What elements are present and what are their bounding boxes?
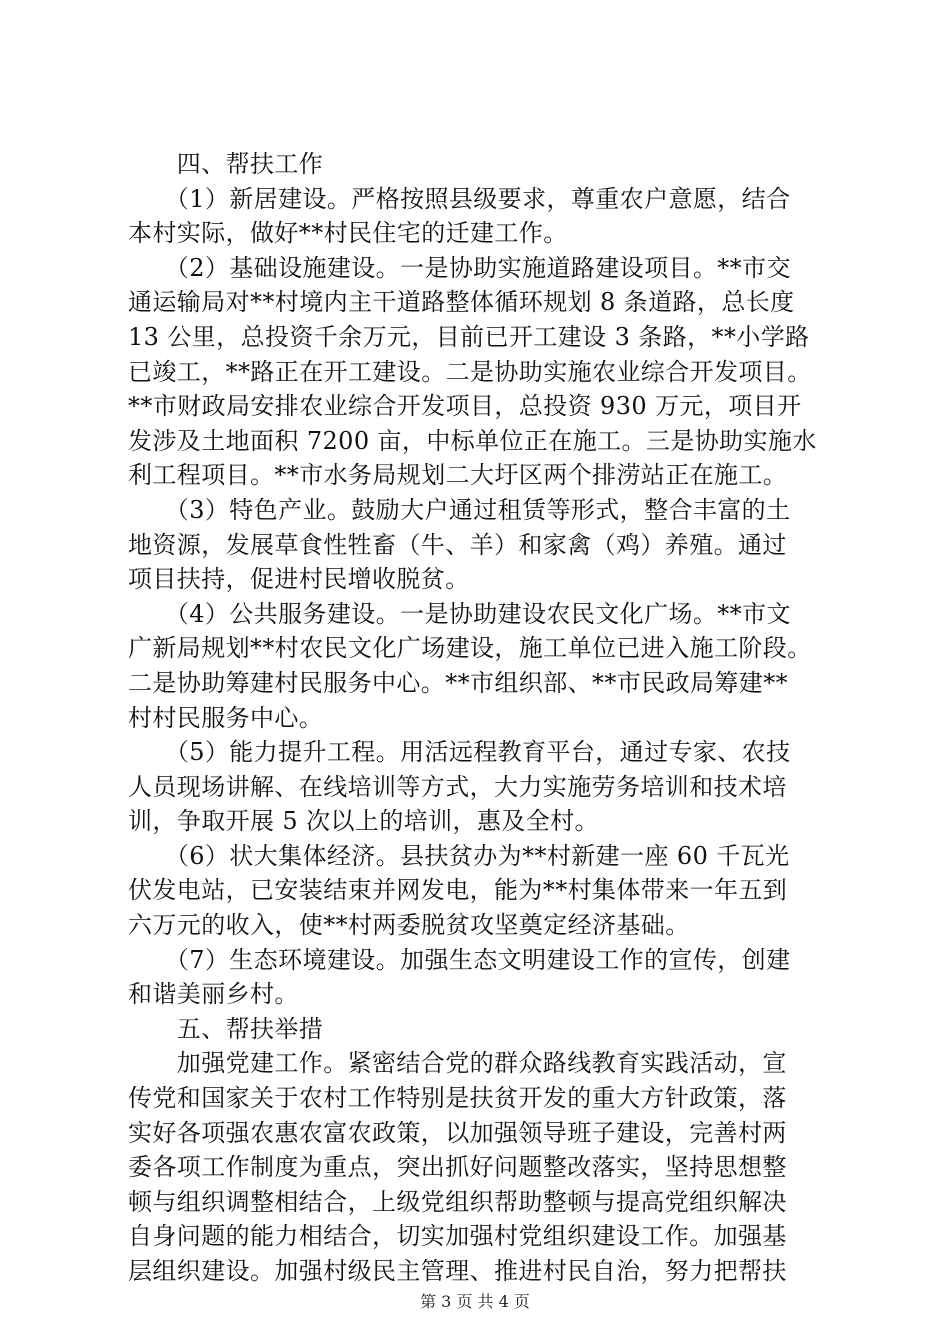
paragraph-line: 加强党建工作。紧密结合党的群众路线教育实践活动，宣	[128, 1049, 787, 1078]
section-heading: 四、帮扶工作	[128, 150, 324, 178]
paragraph-line: 村村民服务中心。	[128, 703, 324, 732]
section-heading: 五、帮扶举措	[128, 1014, 324, 1043]
paragraph-line: 委各项工作制度为重点，突出抓好问题整改落实，坚持思想整	[128, 1153, 787, 1182]
paragraph-line: 13 公里，总投资千余万元，目前已开工建设 3 条路，**小学路	[128, 322, 810, 351]
paragraph-line: （6）状大集体经济。县扶贫办为**村新建一座 60 千瓦光	[128, 841, 790, 870]
paragraph-line: 本村实际，做好**村民住宅的迁建工作。	[128, 219, 568, 248]
paragraph-line: （3）特色产业。鼓励大户通过租赁等形式，整合丰富的土	[128, 495, 791, 524]
paragraph-line: 顿与组织调整相结合，上级党组织帮助整顿与提高党组织解决	[128, 1187, 787, 1216]
paragraph-line: 地资源，发展草食性牲畜（牛、羊）和家禽（鸡）养殖。通过	[128, 530, 787, 559]
paragraph-line: 利工程项目。**市水务局规划二大圩区两个排涝站正在施工。	[128, 461, 788, 490]
paragraph-line: （5）能力提升工程。用活远程教育平台，通过专家、农技	[128, 738, 791, 767]
paragraph-line: 人员现场讲解、在线培训等方式，大力实施劳务培训和技术培	[128, 772, 787, 801]
document-body	[128, 147, 846, 1289]
paragraph-line: 实好各项强农惠农富农政策，以加强领导班子建设，完善村两	[128, 1118, 787, 1147]
paragraph-line: （1）新居建设。严格按照县级要求，尊重农户意愿，结合	[128, 184, 791, 213]
paragraph-line: 传党和国家关于农村工作特别是扶贫开发的重大方针政策，落	[128, 1084, 787, 1113]
paragraph-line: （4）公共服务建设。一是协助建设农民文化广场。**市文	[128, 599, 791, 628]
paragraph-line: （7）生态环境建设。加强生态文明建设工作的宣传，创建	[128, 945, 791, 974]
paragraph-line: 已竣工，**路正在开工建设。二是协助实施农业综合开发项目。	[128, 357, 812, 386]
paragraph-line: 项目扶持，促进村民增收脱贫。	[128, 565, 470, 594]
paragraph-line: 和谐美丽乡村。	[128, 980, 299, 1009]
paragraph-line: 自身问题的能力相结合，切实加强村党组织建设工作。加强基	[128, 1222, 787, 1251]
paragraph-line: 二是协助筹建村民服务中心。**市组织部、**市民政局筹建**	[128, 668, 788, 697]
paragraph-line: （2）基础设施建设。一是协助实施道路建设项目。**市交	[128, 253, 791, 282]
page-footer: 第 3 页 共 4 页	[420, 1292, 530, 1311]
paragraph-line: 层组织建设。加强村级民主管理、推进村民自治，努力把帮扶	[128, 1257, 787, 1285]
paragraph-line: 六万元的收入，使**村两委脱贫攻坚奠定经济基础。	[128, 911, 690, 940]
paragraph-line: 通运输局对**村境内主干道路整体循环规划 8 条道路，总长度	[128, 288, 795, 317]
paragraph-line: 训，争取开展 5 次以上的培训，惠及全村。	[128, 807, 599, 836]
paragraph-line: 伏发电站，已安装结束并网发电，能为**村集体带来一年五到	[128, 876, 788, 905]
paragraph-line: **市财政局安排农业综合开发项目，总投资 930 万元，项目开	[128, 392, 802, 421]
paragraph-line: 广新局规划**村农民文化广场建设，施工单位已进入施工阶段。	[128, 634, 812, 663]
paragraph-line: 发涉及土地面积 7200 亩，中标单位正在施工。三是协助实施水	[128, 426, 817, 455]
